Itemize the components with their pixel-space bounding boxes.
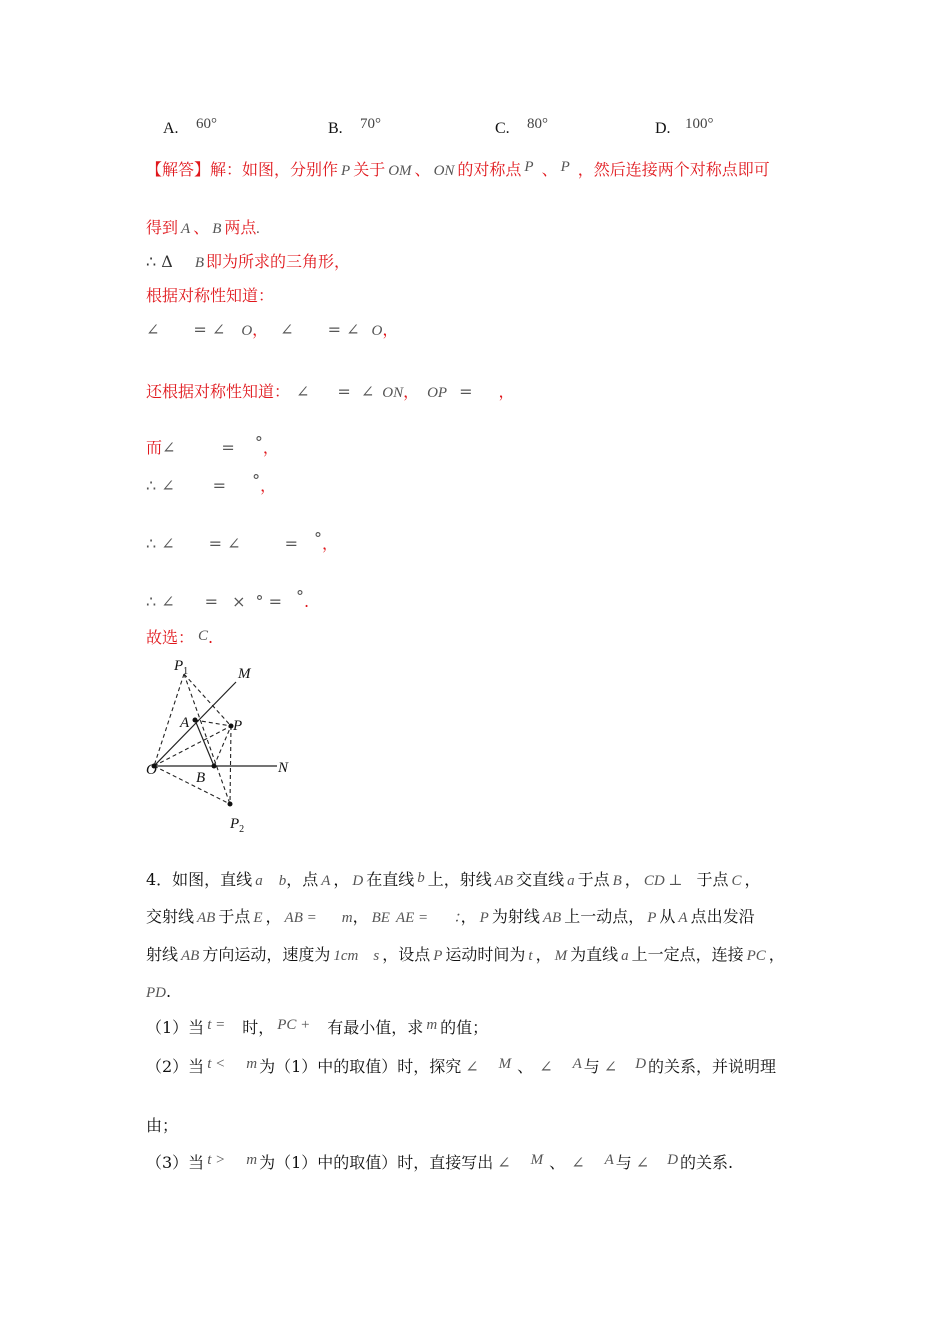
- label-p: P: [233, 718, 243, 734]
- problem-4-line-2: 交射线 AB 于点 E ， AB = m， BE AE = ：， P 为射线 AB 上一动点， P 从 A 点出发沿: [146, 907, 755, 926]
- answer-line-1: 【解答】解：如图，分别作 P 关于 OM 、 ON 的对称点 P 、 P ，然后连接两个对称点即可: [146, 159, 770, 179]
- answer-line-11: 故选： C.: [146, 628, 214, 647]
- option-a-value: 60°: [196, 116, 217, 132]
- question-2-continued: 由；: [146, 1116, 179, 1135]
- answer-line-5: ∠ = ∠ O， ∠ = ∠ O，: [146, 320, 399, 339]
- label-p2: $P_2$: [230, 816, 245, 835]
- answer-line-2: 得到 A 、 B 两点.: [146, 218, 261, 237]
- seg-pp2: [230, 726, 231, 804]
- option-b-value: 70°: [360, 116, 381, 132]
- answer-line-6: 还根据对称性知道： ∠ = ∠ ON， OP = ，: [146, 382, 515, 401]
- option-c-letter: C.: [495, 120, 510, 137]
- label-o: O: [146, 762, 157, 778]
- option-c-value: 80°: [527, 116, 548, 132]
- answer-line-9: ∴ ∠ = ∠ = °，: [146, 529, 338, 553]
- label-a: A: [180, 715, 190, 731]
- option-b-letter: B.: [328, 120, 343, 137]
- answer-line-7: 而∠ = °，: [146, 433, 279, 457]
- geometry-figure: [140, 652, 300, 838]
- label-p1: $P_1$: [174, 658, 189, 677]
- point-p2: [228, 802, 233, 807]
- answer-line-10: ∴ ∠ = × ° = °.: [146, 587, 310, 611]
- label-m: M: [238, 666, 251, 682]
- problem-4-line-4: PD.: [146, 982, 172, 1001]
- option-a-letter: A.: [163, 120, 179, 137]
- answer-line-8: ∴ ∠ = °，: [146, 471, 277, 495]
- problem-4-line-1: 4．如图，直线 a b，点 A ， D 在直线 b 上，射线 AB 交直线 a 于点 B ， CD ⊥ 于点 C ，: [146, 870, 761, 889]
- answer-line-3: ∴ Δ B 即为所求的三角形，: [146, 252, 351, 271]
- label-b: B: [196, 770, 206, 786]
- option-d-letter: D.: [655, 120, 671, 137]
- ray-om: [154, 682, 236, 766]
- seg-op: [154, 726, 231, 766]
- option-d-value: 100°: [685, 116, 714, 132]
- point-b: [212, 764, 217, 769]
- question-1: （1）当 t = 时， PC + 有最小值，求 m 的值；: [146, 1017, 489, 1037]
- point-a: [193, 718, 198, 723]
- answer-label: 【解答】: [146, 160, 211, 179]
- label-n: N: [278, 760, 289, 776]
- question-3: （3）当 t > m 为（1）中的取值）时，直接写出 ∠ M 、 ∠ A 与 ∠ D 的关系.: [146, 1152, 734, 1172]
- question-2: （2）当 t < m 为（1）中的取值）时，探究 ∠ M 、 ∠ A 与 ∠ D 的关系，并说明理: [146, 1056, 777, 1076]
- seg-bp: [214, 726, 231, 766]
- seg-p1p: [184, 674, 231, 726]
- answer-line-4: 根据对称性知道：: [146, 286, 275, 305]
- problem-4-line-3: 射线 AB 方向运动，速度为 1cm s ，设点 P 运动时间为 t ， M 为直线 a 上一定点，连接 PC ，: [146, 945, 785, 964]
- seg-op2: [154, 766, 230, 804]
